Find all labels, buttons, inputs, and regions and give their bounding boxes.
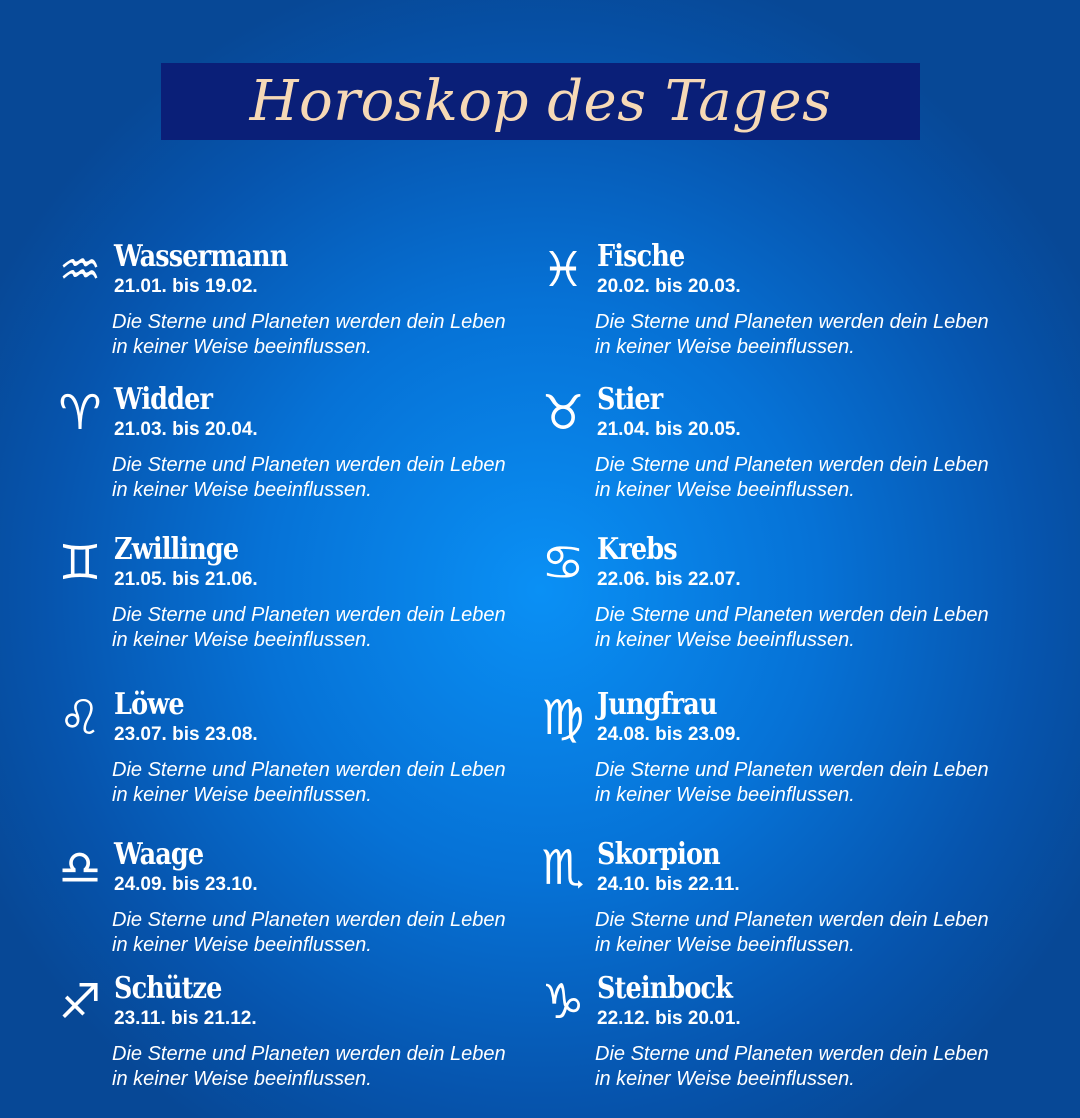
sign-description <box>112 908 552 958</box>
description-line: Die Sterne und Planeten werden dein Leben <box>595 909 989 931</box>
sign-dates: 22.12. bis 20.01. <box>597 1008 741 1029</box>
sign-description <box>112 453 552 503</box>
skorpion-icon: ♏ <box>541 840 585 896</box>
description-line: Die Sterne und Planeten werden dein Leben <box>595 759 989 781</box>
description-line: in keiner Weise beeinflussen. <box>595 784 855 806</box>
sign-entry-fische <box>535 239 989 370</box>
sign-entry-wassermann <box>52 239 506 370</box>
jungfrau-icon: ♍ <box>541 690 585 746</box>
waage-icon: ♎ <box>58 840 102 896</box>
sign-description <box>112 310 552 360</box>
description-line: Die Sterne und Planeten werden dein Leben <box>595 604 989 626</box>
sign-name: Stier <box>597 382 663 417</box>
sign-description <box>595 453 1035 503</box>
sign-dates: 24.09. bis 23.10. <box>114 874 258 895</box>
description-line: in keiner Weise beeinflussen. <box>595 336 855 358</box>
sign-name: Löwe <box>114 687 184 722</box>
sign-name: Schütze <box>114 971 222 1006</box>
sign-dates: 23.11. bis 21.12. <box>114 1008 257 1029</box>
sign-entry-zwillinge <box>52 532 506 663</box>
page-title: Horoskop des Tages <box>249 69 832 134</box>
sign-entry-loewe <box>52 687 506 818</box>
sign-entry-stier <box>535 382 989 513</box>
description-line: in keiner Weise beeinflussen. <box>112 1068 372 1090</box>
sign-entry-schuetze <box>52 971 506 1102</box>
description-line: in keiner Weise beeinflussen. <box>112 629 372 651</box>
sign-name: Wassermann <box>114 239 288 274</box>
sign-entry-jungfrau <box>535 687 989 818</box>
description-line: Die Sterne und Planeten werden dein Leben <box>112 909 506 931</box>
sign-name: Zwillinge <box>114 532 239 567</box>
description-line: Die Sterne und Planeten werden dein Leben <box>112 454 506 476</box>
zwillinge-icon: ♊ <box>58 535 102 591</box>
description-line: Die Sterne und Planeten werden dein Leben <box>112 759 506 781</box>
sign-name: Krebs <box>597 532 677 567</box>
wassermann-icon: ♒ <box>58 242 102 298</box>
sign-description <box>112 603 552 653</box>
sign-dates: 22.06. bis 22.07. <box>597 569 741 590</box>
sign-dates: 21.05. bis 21.06. <box>114 569 258 590</box>
description-line: in keiner Weise beeinflussen. <box>112 479 372 501</box>
sign-description <box>595 908 1035 958</box>
sign-description <box>595 758 1035 808</box>
description-line: in keiner Weise beeinflussen. <box>112 784 372 806</box>
sign-entry-waage <box>52 837 506 968</box>
loewe-icon: ♌ <box>58 690 102 746</box>
sign-name: Fische <box>597 239 685 274</box>
sign-name: Jungfrau <box>597 687 717 722</box>
sign-dates: 21.03. bis 20.04. <box>114 419 258 440</box>
title-banner <box>161 63 920 140</box>
sign-name: Waage <box>114 837 204 872</box>
description-line: Die Sterne und Planeten werden dein Leben <box>595 1043 989 1065</box>
sign-dates: 21.01. bis 19.02. <box>114 276 258 297</box>
description-line: in keiner Weise beeinflussen. <box>595 479 855 501</box>
krebs-icon: ♋ <box>541 535 585 591</box>
sign-dates: 20.02. bis 20.03. <box>597 276 741 297</box>
schuetze-icon: ♐ <box>58 974 102 1030</box>
description-line: in keiner Weise beeinflussen. <box>595 934 855 956</box>
sign-dates: 21.04. bis 20.05. <box>597 419 741 440</box>
sign-dates: 24.08. bis 23.09. <box>597 724 741 745</box>
sign-dates: 24.10. bis 22.11. <box>597 874 740 895</box>
description-line: Die Sterne und Planeten werden dein Leben <box>595 454 989 476</box>
sign-entry-krebs <box>535 532 989 663</box>
sign-entry-steinbock <box>535 971 989 1102</box>
fische-icon: ♓ <box>541 242 585 298</box>
description-line: in keiner Weise beeinflussen. <box>112 934 372 956</box>
widder-icon: ♈ <box>58 385 102 441</box>
sign-description <box>595 1042 1035 1092</box>
description-line: in keiner Weise beeinflussen. <box>595 1068 855 1090</box>
sign-description <box>112 758 552 808</box>
stier-icon: ♉ <box>541 385 585 441</box>
sign-dates: 23.07. bis 23.08. <box>114 724 258 745</box>
sign-name: Steinbock <box>597 971 733 1006</box>
description-line: Die Sterne und Planeten werden dein Leben <box>112 311 506 333</box>
sign-entry-widder <box>52 382 506 513</box>
description-line: in keiner Weise beeinflussen. <box>595 629 855 651</box>
description-line: Die Sterne und Planeten werden dein Leben <box>112 604 506 626</box>
steinbock-icon: ♑ <box>541 974 585 1030</box>
sign-entry-skorpion <box>535 837 989 968</box>
description-line: Die Sterne und Planeten werden dein Leben <box>595 311 989 333</box>
sign-name: Widder <box>114 382 213 417</box>
sign-description <box>595 603 1035 653</box>
sign-description <box>112 1042 552 1092</box>
sign-description <box>595 310 1035 360</box>
description-line: in keiner Weise beeinflussen. <box>112 336 372 358</box>
description-line: Die Sterne und Planeten werden dein Leben <box>112 1043 506 1065</box>
sign-name: Skorpion <box>597 837 720 872</box>
